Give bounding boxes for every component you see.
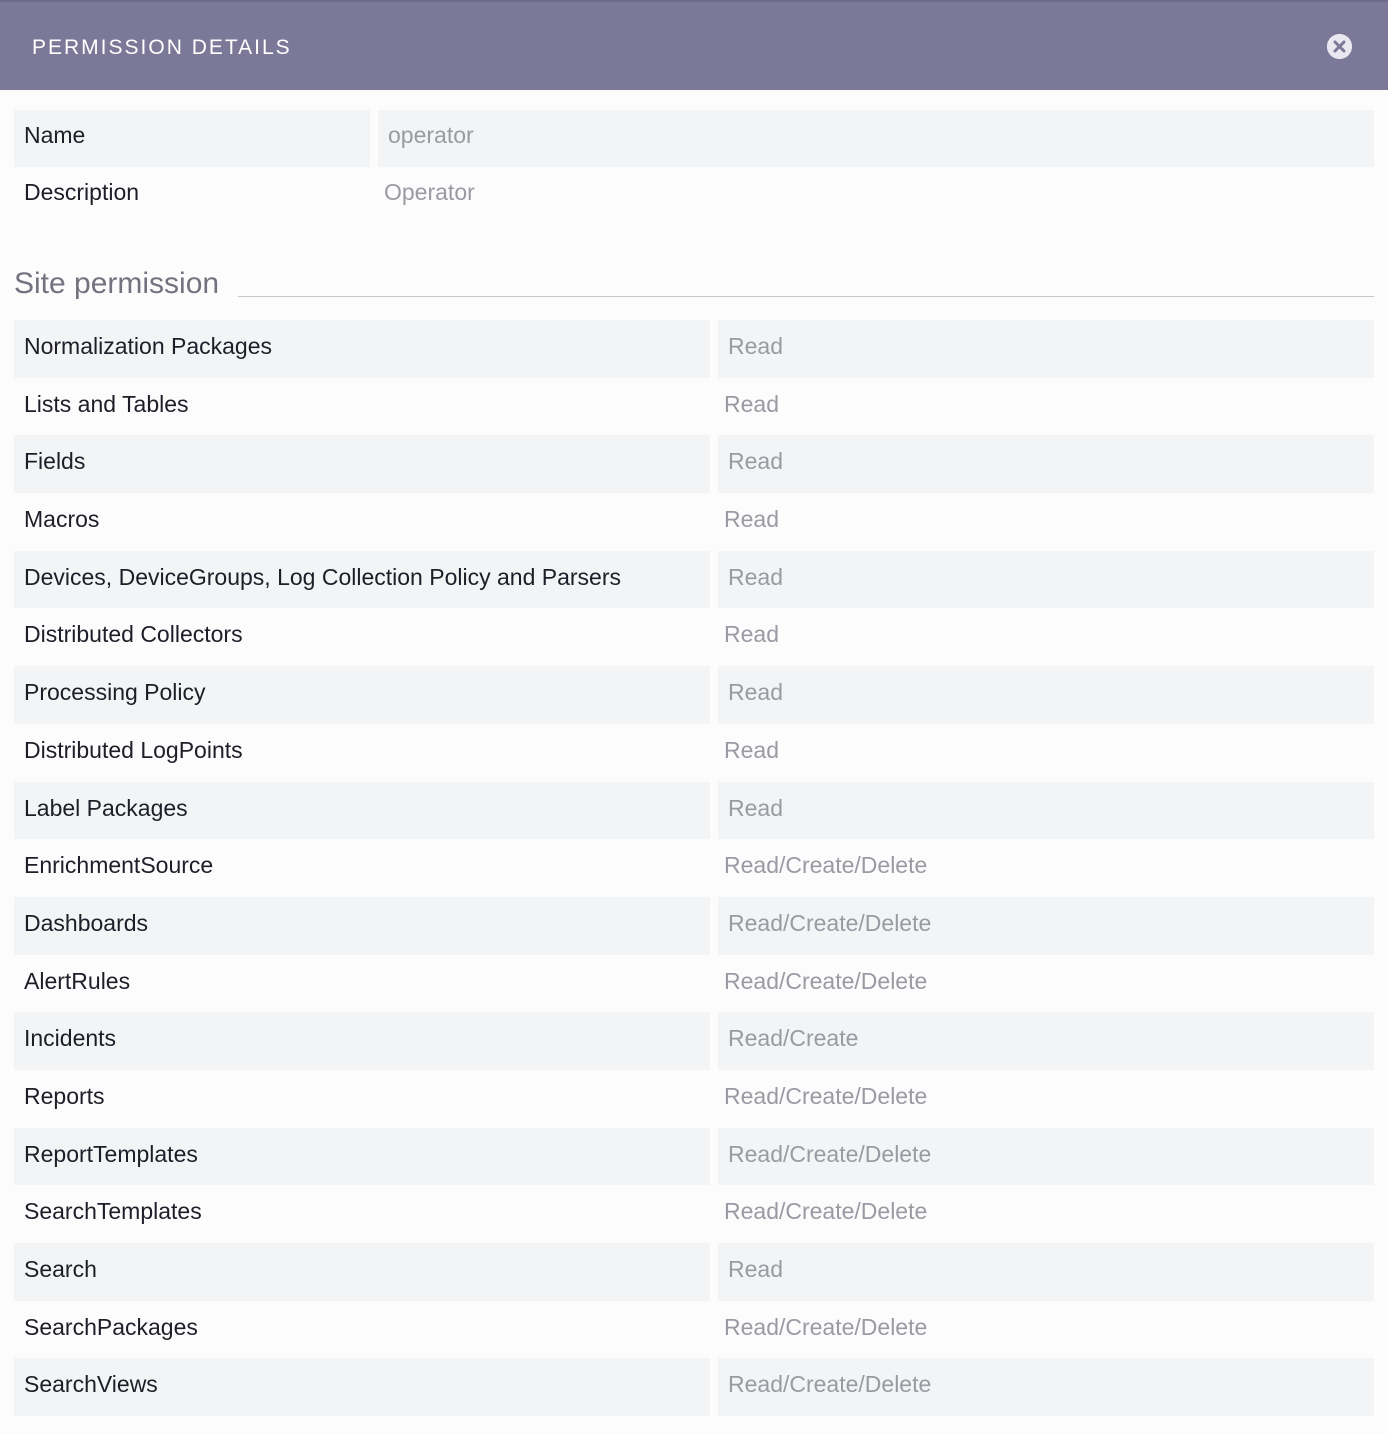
- table-row: [14, 1012, 1374, 1070]
- table-row: [14, 493, 1374, 551]
- table-row: [14, 378, 1374, 436]
- table-row: [14, 1128, 1374, 1186]
- table-row: [14, 782, 1374, 840]
- table-row: [14, 1301, 1374, 1359]
- permission-value: Read/Create/Delete: [724, 1082, 928, 1109]
- table-row: [14, 551, 1374, 609]
- site-permission-section: [14, 262, 1374, 308]
- permission-value: Read/Create/Delete: [724, 1313, 928, 1340]
- permission-value: Read/Create: [718, 1012, 1374, 1070]
- permission-label: Normalization Packages: [14, 320, 710, 378]
- permission-value: Read: [724, 390, 779, 417]
- permission-value: Read: [718, 782, 1374, 840]
- permission-value: Read/Create/Delete: [724, 1198, 928, 1225]
- description-label: Description: [24, 179, 140, 205]
- permission-label: Distributed Collectors: [24, 621, 243, 648]
- close-icon[interactable]: [1327, 34, 1352, 59]
- permission-label: Dashboards: [14, 897, 710, 955]
- table-row: [14, 1185, 1374, 1243]
- table-row: [14, 1358, 1374, 1416]
- permission-label: SearchTemplates: [24, 1198, 202, 1225]
- permission-label: SearchPackages: [24, 1313, 198, 1340]
- permission-label: Processing Policy: [14, 666, 710, 724]
- permission-label: Devices, DeviceGroups, Log Collection Policy and Parsers: [14, 551, 710, 609]
- section-title: Site permission: [14, 262, 229, 306]
- table-row: [14, 1243, 1374, 1301]
- modal-header: [0, 0, 1388, 90]
- table-row: [14, 897, 1374, 955]
- permission-value: Read/Create/Delete: [718, 897, 1374, 955]
- table-row: [14, 608, 1374, 666]
- modal-title: PERMISSION DETAILS: [32, 36, 292, 59]
- permission-value: Read: [724, 506, 779, 533]
- permission-label: Lists and Tables: [24, 390, 189, 417]
- permission-label: Search: [14, 1243, 710, 1301]
- permission-value: Read/Create/Delete: [724, 967, 928, 994]
- permission-value: Read/Create/Delete: [718, 1128, 1374, 1186]
- permission-value: Read/Create/Delete: [724, 852, 928, 879]
- permission-value: Read: [718, 320, 1374, 378]
- description-row: [14, 167, 1374, 224]
- table-row: [14, 666, 1374, 724]
- table-row: [14, 1070, 1374, 1128]
- permission-label: ReportTemplates: [14, 1128, 710, 1186]
- permission-value: Read: [718, 666, 1374, 724]
- permission-label: Distributed LogPoints: [24, 736, 243, 763]
- permission-label: Incidents: [14, 1012, 710, 1070]
- permission-label: Reports: [24, 1082, 105, 1109]
- table-row: [14, 435, 1374, 493]
- name-value: operator: [378, 110, 1374, 167]
- table-row: [14, 724, 1374, 782]
- permission-label: SearchViews: [14, 1358, 710, 1416]
- permission-value: Read: [718, 435, 1374, 493]
- permission-value: Read/Create/Delete: [718, 1358, 1374, 1416]
- permission-value: Read: [718, 1243, 1374, 1301]
- permission-value: Read: [718, 551, 1374, 609]
- table-row: [14, 839, 1374, 897]
- table-row: [14, 320, 1374, 378]
- permission-label: Label Packages: [14, 782, 710, 840]
- permission-value: Read: [724, 736, 779, 763]
- table-row: [14, 955, 1374, 1013]
- permission-label: Fields: [14, 435, 710, 493]
- permission-label: Macros: [24, 506, 100, 533]
- section-divider: [238, 296, 1374, 297]
- permission-table: [14, 320, 1374, 1416]
- name-label: Name: [14, 110, 370, 167]
- permission-label: AlertRules: [24, 967, 131, 994]
- name-row: [14, 110, 1374, 167]
- permission-label: EnrichmentSource: [24, 852, 214, 879]
- permission-value: Read: [724, 621, 779, 648]
- description-value: Operator: [384, 179, 475, 205]
